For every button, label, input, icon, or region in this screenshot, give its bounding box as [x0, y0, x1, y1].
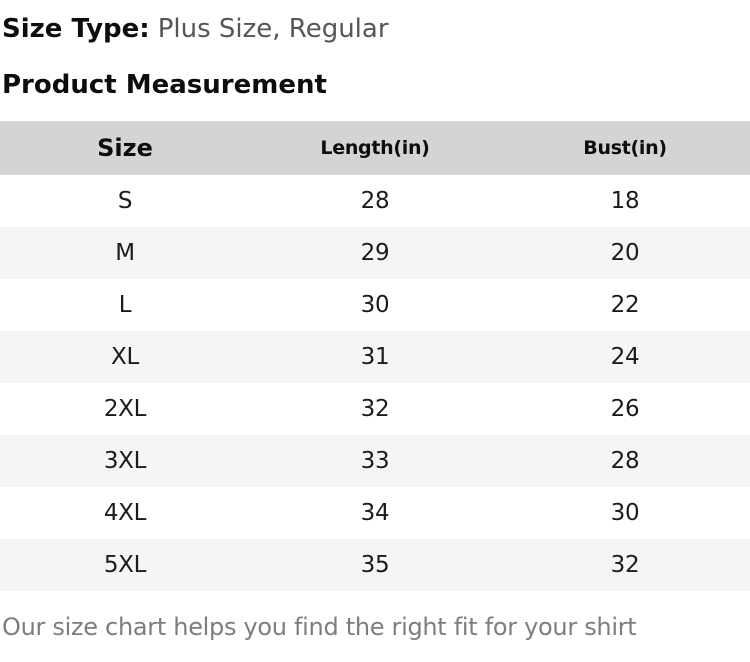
cell-length: 31 [360, 344, 390, 370]
table-row [0, 383, 750, 435]
size-table [0, 121, 750, 591]
cell-bust: 32 [610, 552, 640, 578]
cell-size: S [117, 188, 133, 214]
cell-bust: 18 [610, 188, 640, 214]
cell-length: 29 [360, 240, 390, 266]
table-row [0, 487, 750, 539]
table-row [0, 435, 750, 487]
cell-length: 35 [360, 552, 390, 578]
cell-bust: 30 [610, 500, 640, 526]
cell-size: 3XL [103, 448, 147, 474]
table-row [0, 175, 750, 227]
cell-size: 5XL [103, 552, 147, 578]
column-header-bust: Bust(in) [583, 137, 667, 159]
cell-length: 34 [360, 500, 390, 526]
cell-size: 2XL [103, 396, 147, 422]
cell-bust: 24 [610, 344, 640, 370]
size-chart-page [0, 12, 750, 662]
cell-length: 30 [360, 292, 390, 318]
cell-size: XL [111, 344, 139, 370]
size-type-value: Plus Size, Regular [157, 14, 389, 44]
cell-bust: 26 [610, 396, 640, 422]
cell-size: 4XL [103, 500, 147, 526]
cell-length: 28 [360, 188, 390, 214]
footer-note: Our size chart helps you find the right fit for your shirt [2, 613, 637, 641]
cell-size: L [118, 292, 132, 318]
cell-bust: 22 [610, 292, 640, 318]
table-row [0, 227, 750, 279]
table-row [0, 279, 750, 331]
size-type-label: Size Type: [2, 14, 150, 44]
column-header-length: Length(in) [320, 137, 430, 159]
table-header-row [0, 121, 750, 175]
cell-bust: 28 [610, 448, 640, 474]
cell-size: M [115, 240, 135, 266]
cell-length: 32 [360, 396, 390, 422]
section-title: Product Measurement [2, 70, 327, 100]
table-row [0, 539, 750, 591]
size-type-line [2, 12, 750, 46]
column-header-size: Size [97, 134, 153, 162]
cell-bust: 20 [610, 240, 640, 266]
table-row [0, 331, 750, 383]
cell-length: 33 [360, 448, 390, 474]
